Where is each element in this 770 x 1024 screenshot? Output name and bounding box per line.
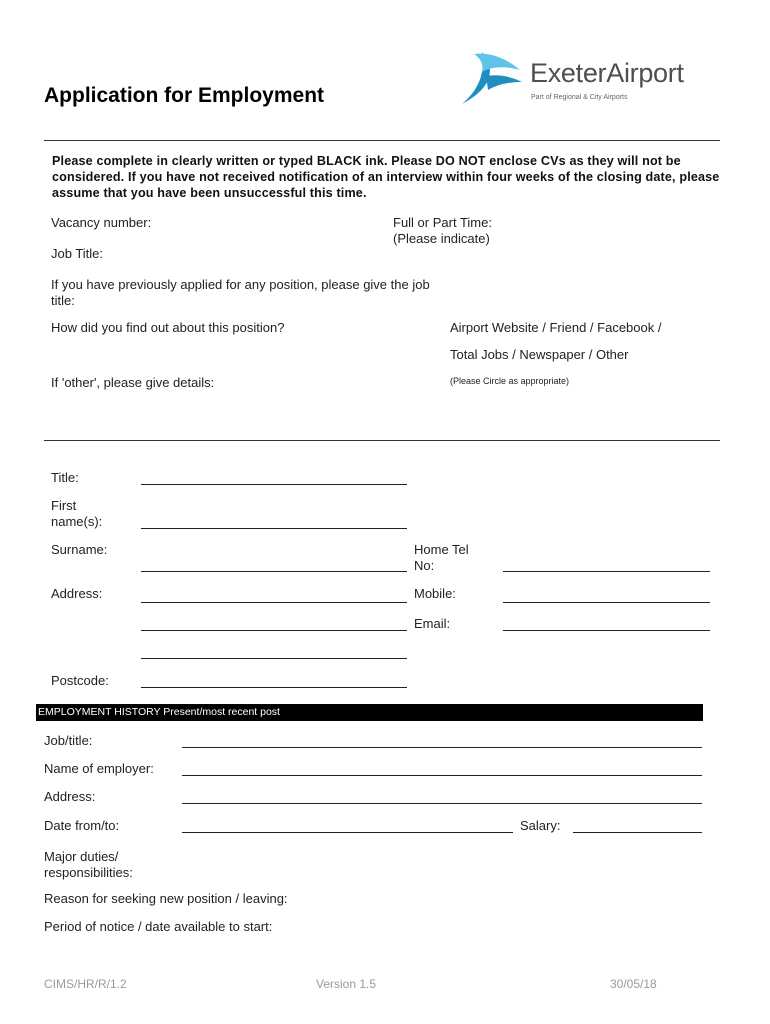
version-label: Version 1.5 [316,977,377,991]
email-field[interactable] [503,630,710,631]
date-from-to-field[interactable] [182,832,513,833]
surname-label: Surname: [51,542,108,557]
divider [44,140,720,141]
job-title-label: Job Title: [51,246,104,261]
home-tel-field[interactable] [503,571,710,572]
salary-field[interactable] [573,832,702,833]
first-names-label: First name(s): [51,498,103,529]
other-details-label: If 'other', please give details: [51,375,215,390]
exeter-airport-logo [460,46,710,108]
home-tel-label: Home Tel No: [414,542,469,573]
footer-date: 30/05/18 [610,977,657,991]
logo-text: ExeterAirport [530,58,684,88]
circle-note: (Please Circle as appropriate) [450,376,570,386]
divider [44,440,720,441]
page-title: Application for Employment [44,84,325,107]
mobile-label: Mobile: [414,586,456,601]
instructions-text: Please complete in clearly written or typed BLACK ink. Please DO NOT enclose CVs as they will not be considered. If you have not received notification of an interview within four weeks of the closing date, please assume that you have been unsuccessful this time. [52,154,720,200]
job-title-history-label: Job/title: [44,733,93,748]
notice-period-label: Period of notice / date available to start: [44,919,273,934]
title-field[interactable] [141,484,407,485]
job-title-history-field[interactable] [182,747,702,748]
full-part-time-label: Full or Part Time: [393,215,492,230]
major-duties-label: Major duties/ responsibilities: [44,849,133,880]
source-options-line1[interactable]: Airport Website / Friend / Facebook / [450,320,662,335]
title-label: Title: [51,470,79,485]
please-indicate-label: (Please indicate) [393,231,490,246]
surname-field[interactable] [141,571,407,572]
address-field-2[interactable] [141,630,407,631]
address-field-3[interactable] [141,658,407,659]
employer-label: Name of employer: [44,761,154,776]
how-found-label: How did you find out about this position? [51,320,285,335]
email-label: Email: [414,616,451,631]
date-from-to-label: Date from/to: [44,818,120,833]
vacancy-number-label: Vacancy number: [51,215,152,230]
reason-leaving-label: Reason for seeking new position / leaving: [44,891,288,906]
employer-address-label: Address: [44,789,96,804]
postcode-label: Postcode: [51,673,109,688]
salary-label: Salary: [520,818,561,833]
airport-bird-icon [460,46,530,108]
address-field-1[interactable] [141,602,407,603]
employer-field[interactable] [182,775,702,776]
mobile-field[interactable] [503,602,710,603]
document-reference: CIMS/HR/R/1.2 [44,977,127,991]
postcode-field[interactable] [141,687,407,688]
employer-address-field[interactable] [182,803,702,804]
employment-history-banner [36,704,703,721]
first-names-field[interactable] [141,528,407,529]
logo-tagline: Part of Regional & City Airports [531,94,628,101]
address-label: Address: [51,586,103,601]
previous-application-label: If you have previously applied for any position, please give the job title: [51,277,430,308]
source-options-line2[interactable]: Total Jobs / Newspaper / Other [450,347,629,362]
employment-history-heading: EMPLOYMENT HISTORY Present/most recent post [38,706,280,718]
